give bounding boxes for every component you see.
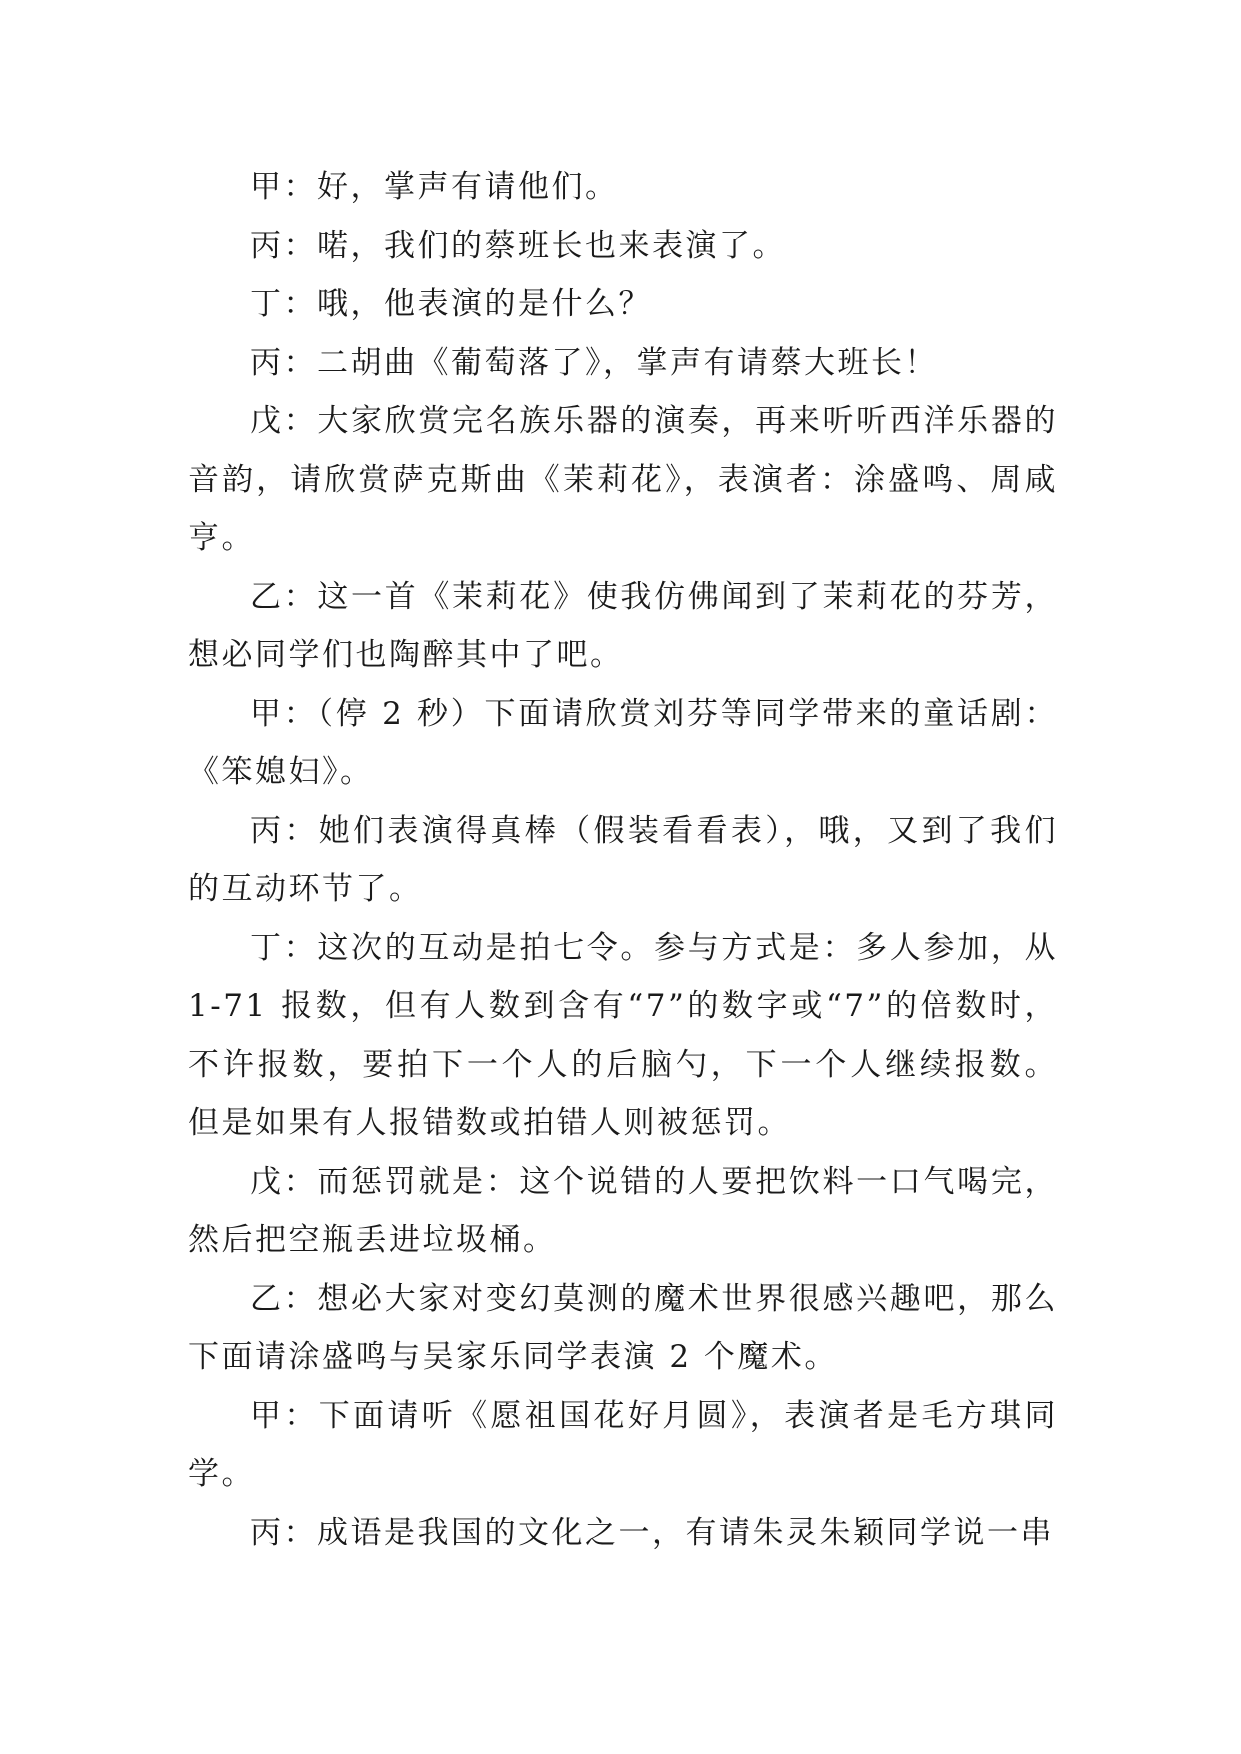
paragraph-3: 丁：哦，他表演的是什么？ bbox=[250, 286, 652, 322]
paragraph-5: 戊：大家欣赏完名族乐器的演奏，再来听听西洋乐器的音韵，请欣赏萨克斯曲《茉莉花》，表演者：涂盛鸣、周咸亨。 bbox=[188, 403, 1058, 556]
paragraph-13: 丙：成语是我国的文化之一，有请朱灵朱颖同学说一串 bbox=[250, 1514, 1054, 1551]
paragraph-2: 丙：喏，我们的蔡班长也来表演了。 bbox=[250, 227, 786, 264]
paragraph-8: 丙：她们表演得真棒（假装看看表），哦，又到了我们的互动环节了。 bbox=[188, 812, 1058, 907]
paragraph-10: 戊：而惩罚就是：这个说错的人要把饮料一口气喝完，然后把空瓶丢进垃圾桶。 bbox=[188, 1163, 1058, 1258]
document-body bbox=[188, 158, 1058, 1562]
paragraph-1: 甲：好，掌声有请他们。 bbox=[250, 169, 619, 205]
paragraph-7: 甲：（停 2 秒）下面请欣赏刘芬等同学带来的童话剧：《笨媳妇》。 bbox=[188, 695, 1058, 790]
paragraph-6: 乙：这一首《茉莉花》使我仿佛闻到了茉莉花的芬芳，想必同学们也陶醉其中了吧。 bbox=[188, 578, 1058, 673]
paragraph-12: 甲：下面请听《愿祖国花好月圆》，表演者是毛方琪同学。 bbox=[188, 1397, 1058, 1492]
paragraph-11: 乙：想必大家对变幻莫测的魔术世界很感兴趣吧，那么下面请涂盛鸣与吴家乐同学表演 2 个魔术。 bbox=[188, 1280, 1058, 1375]
paragraph-4: 丙：二胡曲《葡萄落了》，掌声有请蔡大班长！ bbox=[250, 344, 938, 381]
paragraph-9: 丁：这次的互动是拍七令。参与方式是：多人参加，从 1-71 报数，但有人数到含有“7”的数字或“7”的倍数时，不许报数，要拍下一个人的后脑勺，下一个人继续报数。但是如果有人报错数或拍错人则被惩罚。 bbox=[188, 929, 1058, 1141]
